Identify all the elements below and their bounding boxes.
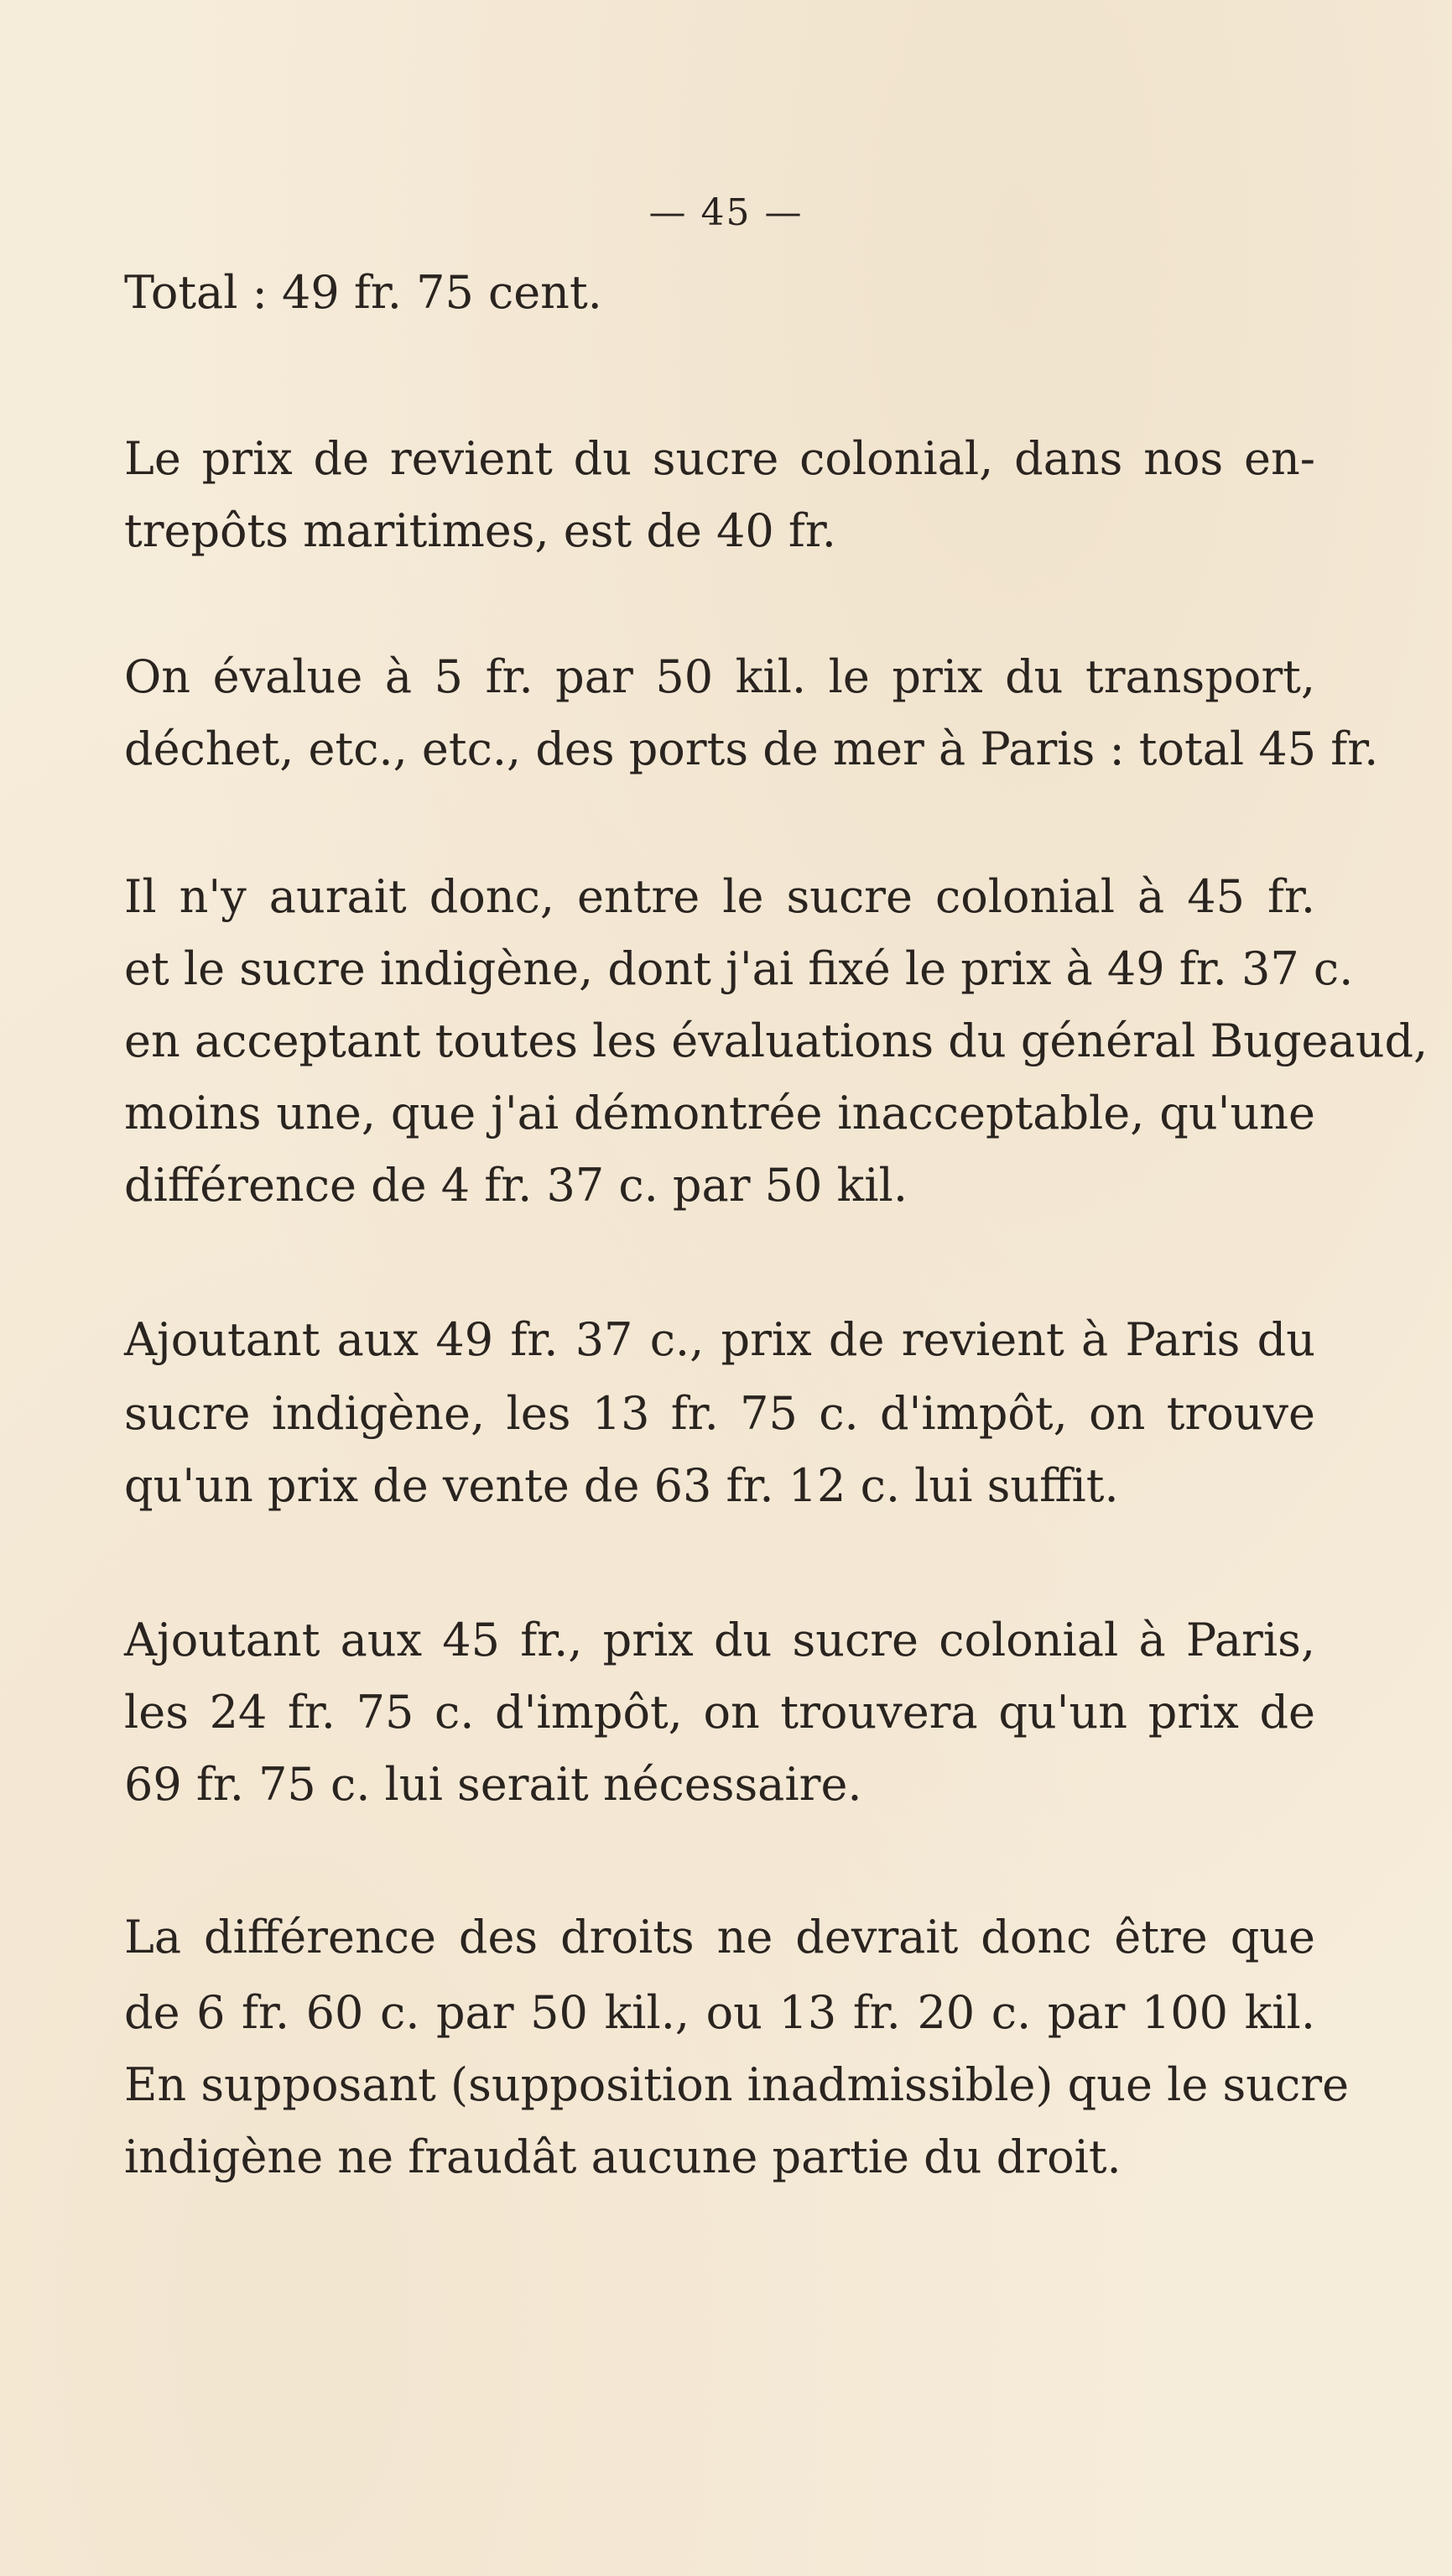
text-line: Il n'y aurait donc, entre le sucre colonial à 45 fr. [124,870,1315,923]
text-line: indigène ne fraudât aucune partie du droit. [124,2130,1122,2183]
text-line: La différence des droits ne devrait donc être que [124,1911,1315,1963]
text-line: En supposant (supposition inadmissible) que le sucre [124,2058,1350,2111]
text-line: Ajoutant aux 45 fr., prix du sucre colonial à Paris, [124,1614,1315,1666]
page-number: — 45 — [648,191,804,234]
text-line: Ajoutant aux 49 fr. 37 c., prix de revient à Paris du [124,1313,1315,1366]
text-line: trepôts maritimes, est de 40 fr. [124,504,836,557]
text-line: qu'un prix de vente de 63 fr. 12 c. lui suffit. [124,1459,1119,1512]
text-line: différence de 4 fr. 37 c. par 50 kil. [124,1159,908,1212]
text-line: On évalue à 5 fr. par 50 kil. le prix du transport, [124,650,1315,703]
text-line: Total : 49 fr. 75 cent. [124,266,602,319]
text-line: Le prix de revient du sucre colonial, dans nos en- [124,432,1315,485]
text-line: 69 fr. 75 c. lui serait nécessaire. [124,1758,862,1811]
text-line: déchet, etc., etc., des ports de mer à Paris : total 45 fr. [124,722,1379,775]
text-line: moins une, que j'ai démontrée inacceptable, qu'une [124,1087,1315,1139]
text-line: et le sucre indigène, dont j'ai fixé le prix à 49 fr. 37 c. [124,942,1354,995]
text-line: sucre indigène, les 13 fr. 75 c. d'impôt, on trouve [124,1387,1315,1440]
text-line: en acceptant toutes les évaluations du général Bugeaud, [124,1014,1429,1067]
text-line: les 24 fr. 75 c. d'impôt, on trouvera qu'un prix de [124,1686,1315,1739]
text-line: de 6 fr. 60 c. par 50 kil., ou 13 fr. 20 c. par 100 kil. [124,1986,1315,2039]
